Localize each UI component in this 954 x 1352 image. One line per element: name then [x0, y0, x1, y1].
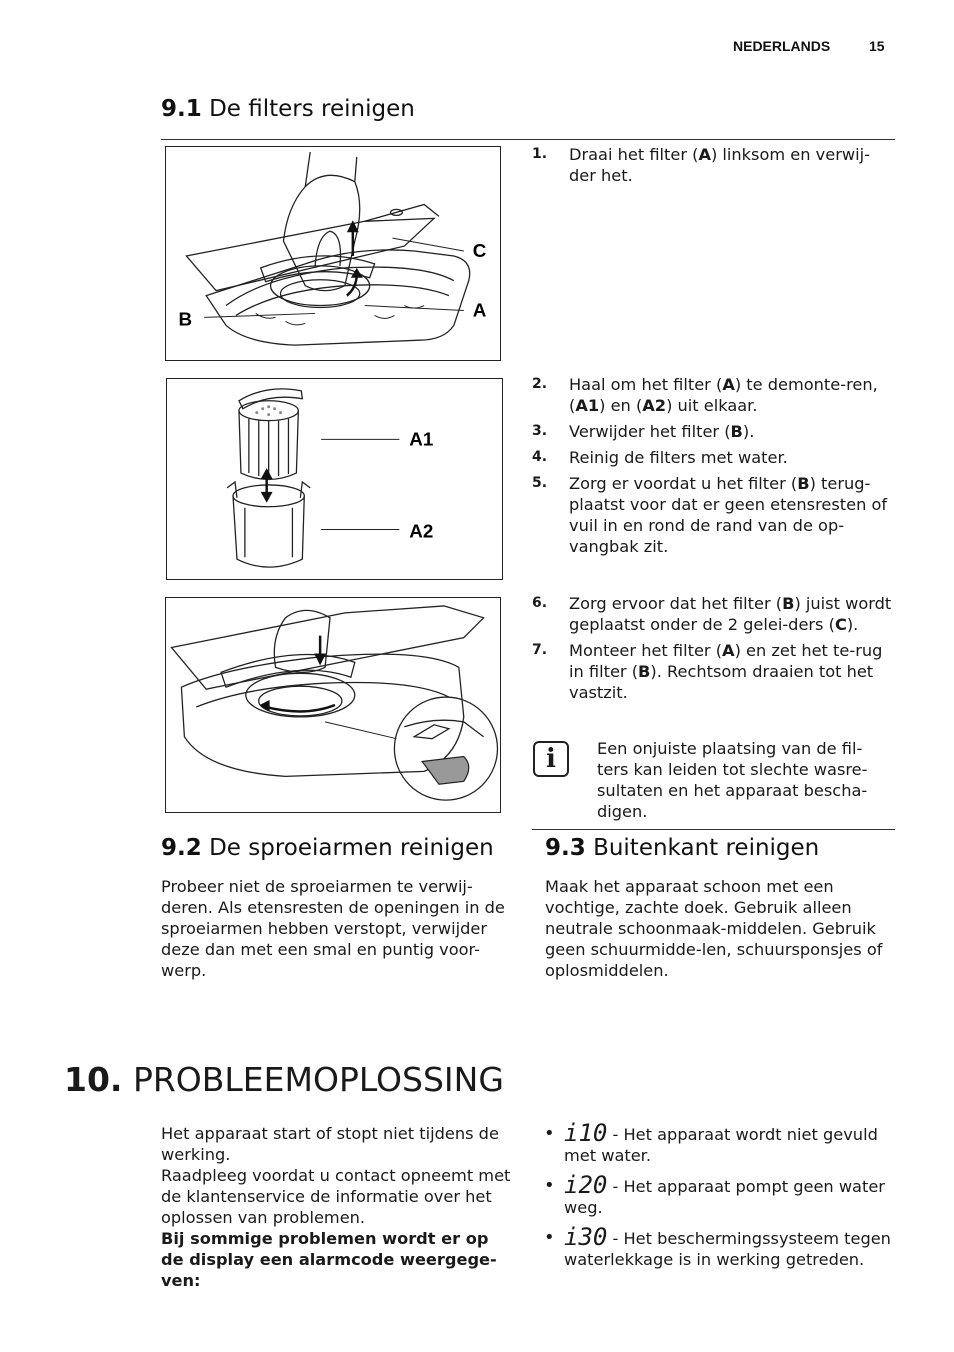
page-number: 15 — [869, 38, 885, 54]
step-5: 5. Zorg er voordat u het filter (B) terug-plaatst voor dat er geen etensresten of vuil in en rond de rand van de op-vangbak zit. — [532, 474, 888, 556]
label-b: B — [178, 308, 193, 330]
intro-text-1: Het apparaat start of stopt niet tijdens de werking. — [161, 1124, 499, 1164]
steps-group-2 — [532, 374, 892, 562]
figure-filter-install — [165, 597, 501, 813]
filter-removal-illustration — [166, 147, 500, 360]
alarm-code: i10 — [564, 1119, 608, 1147]
info-icon: i — [533, 741, 569, 777]
section-title: De filters reinigen — [209, 96, 415, 122]
step-1: 1. Draai het filter (A) linksom en verwij-der het. — [532, 145, 870, 185]
filter-disassembly-illustration — [167, 379, 502, 579]
chapter-title: PROBLEEMOPLOSSING — [132, 1060, 504, 1099]
alarm-code-item: • i30 - Het beschermingssysteem tegen waterlekkage is in werking getreden. — [544, 1223, 891, 1269]
note-rule — [532, 829, 895, 830]
section-title: Buitenkant reinigen — [593, 835, 820, 861]
header-language: NEDERLANDS — [733, 38, 831, 54]
label-a1: A1 — [409, 428, 434, 450]
section-9-3-heading — [545, 835, 819, 861]
section-number: 9.1 — [161, 96, 202, 122]
steps-group-3 — [532, 593, 892, 708]
label-a2: A2 — [409, 520, 434, 542]
alarm-code: i30 — [564, 1223, 608, 1251]
section-number: 9.3 — [545, 835, 586, 861]
chapter-number: 10. — [64, 1060, 123, 1099]
step-7: 7. Monteer het filter (A) en zet het te-rug in filter (B). Rechtsom draaien tot het vastzit. — [532, 641, 883, 702]
section-9-3-body: Maak het apparaat schoon met een vochtige, zachte doek. Gebruik alleen neutrale schoonmaak-middelen. Gebruik geen schuurmidde-len, schuursponsjes of oplosmiddelen. — [545, 877, 883, 980]
section-9-1-heading — [161, 96, 415, 122]
alarm-code-item: • i20 - Het apparaat pompt geen water weg. — [544, 1171, 885, 1217]
step-6: 6. Zorg ervoor dat het filter (B) juist wordt geplaatst onder de 2 gelei-ders (C). — [532, 594, 892, 634]
intro-text-2: Raadpleeg voordat u contact opneemt met de klantenservice de informatie over het oplossen van problemen. — [161, 1166, 511, 1227]
alarm-code: i20 — [564, 1171, 608, 1199]
section-rule — [161, 139, 895, 140]
chapter-10-heading — [64, 1060, 504, 1099]
steps-group-1 — [532, 144, 887, 191]
step-3: 3. Verwijder het filter (B). — [532, 422, 755, 441]
intro-text-bold: Bij sommige problemen wordt er op de display een alarmcode weergege-ven: — [161, 1229, 497, 1290]
alarm-code-item: • i10 - Het apparaat wordt niet gevuld met water. — [544, 1119, 878, 1165]
label-c: C — [472, 239, 487, 261]
section-9-2-body: Probeer niet de sproeiarmen te verwij-deren. Als etensresten de openingen in de sproeiarmen hebben verstopt, verwijder deze dan met een smal en puntig voor-werp. — [161, 877, 505, 980]
step-4: 4. Reinig de filters met water. — [532, 448, 788, 467]
label-a: A — [472, 299, 487, 321]
filter-install-illustration — [166, 598, 500, 812]
figure-filter-disassembly — [166, 378, 503, 580]
info-note: Een onjuiste plaatsing van de fil-ters kan leiden tot slechte wasre-sultaten en het apparaat bescha-digen. — [597, 739, 868, 821]
alarm-code-list — [544, 1119, 894, 1279]
step-2: 2. Haal om het filter (A) te demonte-ren, (A1) en (A2) uit elkaar. — [532, 375, 878, 415]
section-9-2-heading — [161, 835, 494, 861]
section-title: De sproeiarmen reinigen — [209, 835, 494, 861]
figure-filter-removal — [165, 146, 501, 361]
troubleshooting-intro — [161, 1123, 516, 1291]
section-number: 9.2 — [161, 835, 202, 861]
